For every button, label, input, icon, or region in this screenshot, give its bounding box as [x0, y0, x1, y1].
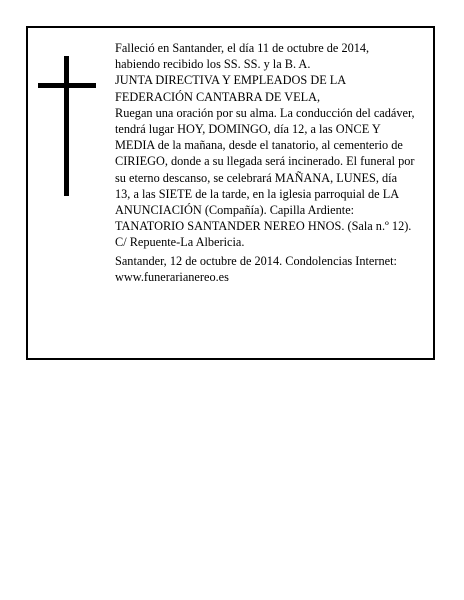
date-and-condolences: Santander, 12 de octubre de 2014. Condolencias Internet: www.funerarianereo.es: [115, 253, 397, 284]
cross-vertical-bar: [64, 56, 69, 196]
mourners-organization: JUNTA DIRECTIVA Y EMPLEADOS DE LA FEDERACIÓN CANTABRA DE VELA,: [115, 73, 346, 104]
death-announcement: Falleció en Santander, el día 11 de octubre de 2014, habiendo recibido los SS. SS. y la B. A.: [115, 41, 370, 72]
obituary-text: [115, 40, 415, 285]
cross-horizontal-bar: [38, 83, 96, 88]
funeral-details: Ruegan una oración por su alma. La conducción del cadáver, tendrá lugar HOY, DOMINGO, día 12, a las ONCE Y MEDIA de la mañana, desde el tanatorio, al cementerio de CIRIEGO, donde a su llegada será incinerado. El funeral por su eterno descanso, se celebrará MAÑANA, LUNES, día 13, a las SIETE de la tarde, en la iglesia parroquial de LA ANUNCIACIÓN (Compañía). Capilla Ardiente: TANATORIO SANTANDER NEREO HNOS. (Sala n.º 12). C/ Repuente-La Albericia.: [115, 105, 415, 250]
